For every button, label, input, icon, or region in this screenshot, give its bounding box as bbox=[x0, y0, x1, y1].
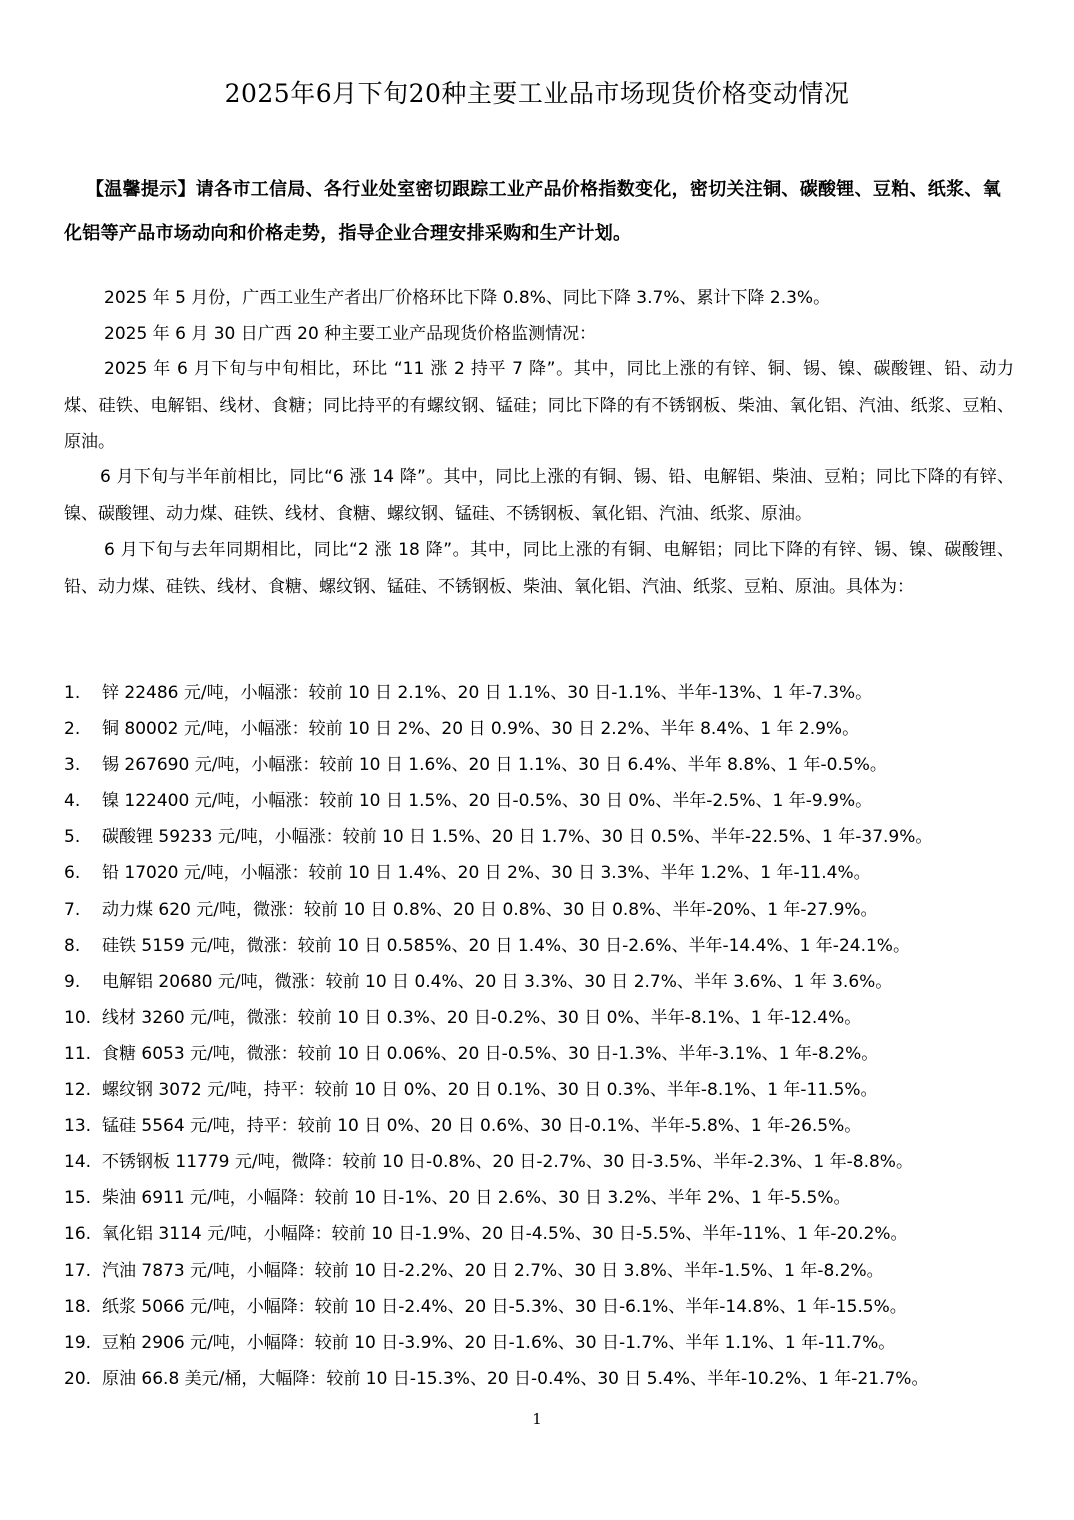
list-item-number: 18. bbox=[64, 1296, 92, 1317]
list-item-text: 锌 22486 元/吨，小幅涨：较前 10 日 2.1%、20 日 1.1%、30 日-1.1%、半年-13%、1 年-7.3%。 bbox=[102, 683, 873, 703]
paragraph-month-on-month: 2025 年 6 月下旬与中旬相比，环比 “11 涨 2 持平 7 降”。其中，同比上涨的有锌、铜、锡、镍、碳酸锂、铅、动力煤、硅铁、电解铝、线材、食糖；同比持平的有螺纹钢、锰硅；同比下降的有不锈钢板、柴油、氧化铝、汽油、纸浆、豆粕、原油。 bbox=[64, 359, 1014, 452]
list-item-text: 动力煤 620 元/吨，微涨：较前 10 日 0.8%、20 日 0.8%、30 日 0.8%、半年-20%、1 年-27.9%。 bbox=[102, 899, 878, 920]
list-item bbox=[64, 711, 1024, 747]
list-item-text: 食糖 6053 元/吨，微涨：较前 10 日 0.06%、20 日-0.5%、30 日-1.3%、半年-3.1%、1 年-8.2%。 bbox=[102, 1043, 879, 1064]
list-item-text: 螺纹钢 3072 元/吨，持平：较前 10 日 0%、20 日 0.1%、30 日 0.3%、半年-8.1%、1 年-11.5%。 bbox=[102, 1080, 878, 1101]
paragraph-ppi: 2025 年 5 月份，广西工业生产者出厂价格环比下降 0.8%、同比下降 3.7%、累计下降 2.3%。 bbox=[104, 288, 831, 308]
list-item-number: 3. bbox=[64, 755, 81, 776]
list-item bbox=[64, 1289, 1024, 1325]
paragraph-year-on-year: 6 月下旬与去年同期相比，同比“2 涨 18 降”。其中，同比上涨的有铜、电解铝；同比下降的有锌、锡、镍、碳酸锂、铅、动力煤、硅铁、线材、食糖、螺纹钢、锰硅、不锈钢板、柴油、氧化铝、汽油、纸浆、豆粕、原油。具体为： bbox=[64, 540, 1014, 597]
list-item-number: 10. bbox=[64, 1007, 92, 1028]
list-item-text: 线材 3260 元/吨，微涨：较前 10 日 0.3%、20 日-0.2%、30 日 0%、半年-8.1%、1 年-12.4%。 bbox=[102, 1007, 862, 1028]
list-item bbox=[64, 1072, 1024, 1108]
list-item bbox=[64, 819, 1024, 855]
list-item bbox=[64, 747, 1024, 783]
list-item-number: 8. bbox=[64, 935, 81, 956]
list-item-text: 纸浆 5066 元/吨，小幅降：较前 10 日-2.4%、20 日-5.3%、30 日-6.1%、半年-14.8%、1 年-15.5%。 bbox=[102, 1296, 907, 1317]
list-item-text: 汽油 7873 元/吨，小幅降：较前 10 日-2.2%、20 日 2.7%、30 日 3.8%、半年-1.5%、1 年-8.2%。 bbox=[102, 1260, 884, 1281]
list-item-text: 豆粕 2906 元/吨，小幅降：较前 10 日-3.9%、20 日-1.6%、30 日-1.7%、半年 1.1%、1 年-11.7%。 bbox=[102, 1332, 896, 1353]
list-item bbox=[64, 1325, 1024, 1361]
list-item-number: 14. bbox=[64, 1152, 92, 1173]
list-item-number: 2. bbox=[64, 719, 81, 740]
page-title: 2025年6月下旬20种主要工业品市场现货价格变动情况 bbox=[224, 79, 850, 108]
warm-tip-notice: 【温馨提示】请各市工信局、各行业处室密切跟踪工业产品价格指数变化，密切关注铜、碳酸锂、豆粕、纸浆、氧化铝等产品市场动向和价格走势，指导企业合理安排采购和生产计划。 bbox=[64, 179, 1001, 244]
list-item-number: 5. bbox=[64, 827, 81, 848]
list-item-text: 原油 66.8 美元/桶，大幅降：较前 10 日-15.3%、20 日-0.4%、30 日 5.4%、半年-10.2%、1 年-21.7%。 bbox=[102, 1368, 929, 1389]
list-item bbox=[64, 964, 1024, 1000]
list-item-text: 镍 122400 元/吨，小幅涨：较前 10 日 1.5%、20 日-0.5%、30 日 0%、半年-2.5%、1 年-9.9%。 bbox=[102, 791, 873, 812]
list-item bbox=[64, 855, 1024, 891]
paragraph-half-year: 6 月下旬与半年前相比，同比“6 涨 14 降”。其中，同比上涨的有铜、锡、铅、电解铝、柴油、豆粕；同比下降的有锌、镍、碳酸锂、动力煤、硅铁、线材、食糖、螺纹钢、锰硅、不锈钢板、氧化铝、汽油、纸浆、原油。 bbox=[64, 467, 1014, 524]
list-item-number: 1. bbox=[64, 683, 81, 703]
list-item-text: 碳酸锂 59233 元/吨，小幅涨：较前 10 日 1.5%、20 日 1.7%、30 日 0.5%、半年-22.5%、1 年-37.9%。 bbox=[102, 827, 933, 848]
list-item-number: 20. bbox=[64, 1368, 92, 1389]
list-item-number: 13. bbox=[64, 1116, 92, 1137]
price-list bbox=[64, 675, 1024, 1397]
list-item bbox=[64, 1036, 1024, 1072]
list-item-text: 柴油 6911 元/吨，小幅降：较前 10 日-1%、20 日 2.6%、30 日 3.2%、半年 2%、1 年-5.5%。 bbox=[102, 1188, 851, 1209]
list-item-number: 15. bbox=[64, 1188, 92, 1209]
list-item-text: 氧化铝 3114 元/吨，小幅降：较前 10 日-1.9%、20 日-4.5%、30 日-5.5%、半年-11%、1 年-20.2%。 bbox=[102, 1224, 908, 1245]
list-item-number: 6. bbox=[64, 863, 81, 884]
list-item bbox=[64, 892, 1024, 928]
list-item bbox=[64, 675, 1024, 711]
list-item-number: 4. bbox=[64, 791, 81, 812]
list-item-text: 铅 17020 元/吨，小幅涨：较前 10 日 1.4%、20 日 2%、30 日 3.3%、半年 1.2%、1 年-11.4%。 bbox=[102, 863, 871, 884]
list-item bbox=[64, 1361, 1024, 1397]
list-item bbox=[64, 783, 1024, 819]
list-item bbox=[64, 928, 1024, 964]
list-item-text: 铜 80002 元/吨，小幅涨：较前 10 日 2%、20 日 0.9%、30 日 2.2%、半年 8.4%、1 年 2.9%。 bbox=[102, 719, 860, 740]
list-item bbox=[64, 1180, 1024, 1216]
list-item-text: 硅铁 5159 元/吨，微涨：较前 10 日 0.585%、20 日 1.4%、30 日-2.6%、半年-14.4%、1 年-24.1%。 bbox=[102, 935, 910, 956]
list-item-text: 锰硅 5564 元/吨，持平：较前 10 日 0%、20 日 0.6%、30 日-0.1%、半年-5.8%、1 年-26.5%。 bbox=[102, 1116, 862, 1137]
list-item-number: 11. bbox=[64, 1043, 92, 1064]
list-item-number: 12. bbox=[64, 1080, 92, 1101]
list-item-number: 19. bbox=[64, 1332, 92, 1353]
list-item-text: 不锈钢板 11779 元/吨，微降：较前 10 日-0.8%、20 日-2.7%、30 日-3.5%、半年-2.3%、1 年-8.8%。 bbox=[102, 1152, 913, 1173]
paragraph-monitoring-intro: 2025 年 6 月 30 日广西 20 种主要工业产品现货价格监测情况： bbox=[104, 324, 597, 344]
list-item-number: 17. bbox=[64, 1260, 92, 1281]
list-item bbox=[64, 1144, 1024, 1180]
list-item-text: 锡 267690 元/吨，小幅涨：较前 10 日 1.6%、20 日 1.1%、30 日 6.4%、半年 8.8%、1 年-0.5%。 bbox=[102, 755, 887, 776]
page-number: 1 bbox=[532, 1410, 542, 1428]
list-item bbox=[64, 1253, 1024, 1289]
list-item bbox=[64, 1108, 1024, 1144]
list-item bbox=[64, 1216, 1024, 1252]
list-item-number: 9. bbox=[64, 971, 81, 992]
list-item-text: 电解铝 20680 元/吨，微涨：较前 10 日 0.4%、20 日 3.3%、30 日 2.7%、半年 3.6%、1 年 3.6%。 bbox=[102, 971, 893, 992]
list-item-number: 16. bbox=[64, 1224, 92, 1245]
list-item-number: 7. bbox=[64, 899, 81, 920]
list-item bbox=[64, 1000, 1024, 1036]
